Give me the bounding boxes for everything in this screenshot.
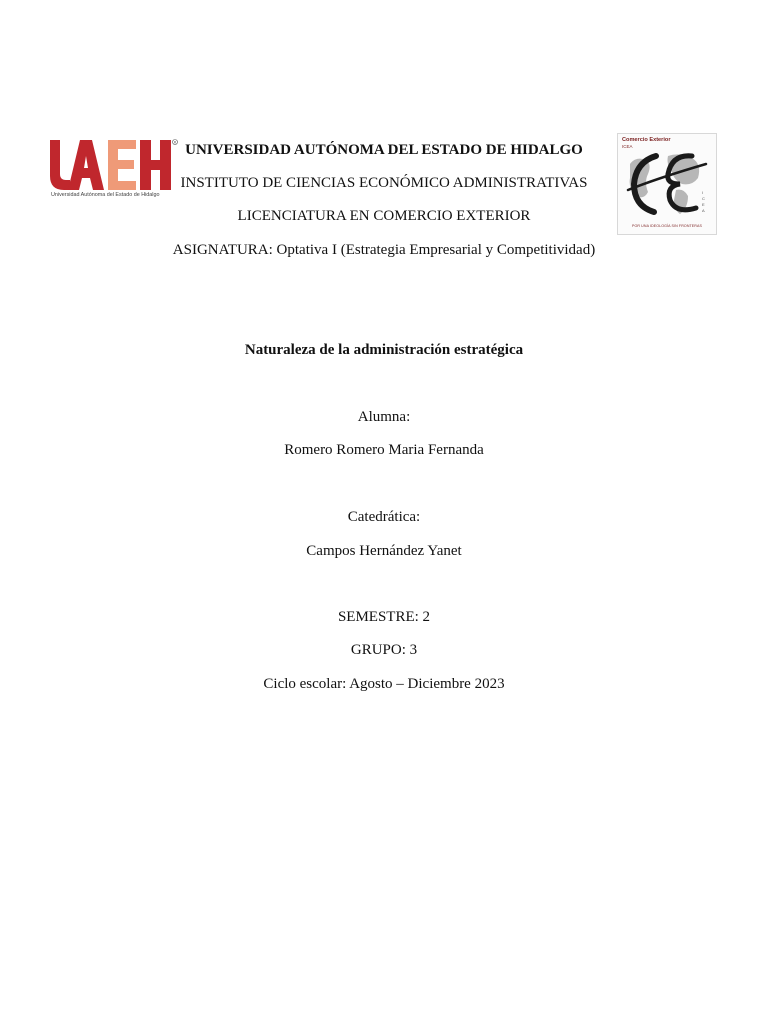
university-name: UNIVERSIDAD AUTÓNOMA DEL ESTADO DE HIDALGO	[185, 142, 583, 158]
uaeh-logo-caption: Universidad Autónoma del Estado de Hidalgo	[51, 192, 160, 198]
student-name: Romero Romero Maria Fernanda	[284, 442, 484, 458]
svg-text:C: C	[702, 196, 705, 201]
ce-logo-slogan: POR UNA IDEOLOGÍA SIN FRONTERAS	[632, 224, 702, 228]
svg-text:R: R	[173, 140, 177, 145]
institute-name: INSTITUTO DE CIENCIAS ECONÓMICO ADMINISTRATIVAS	[180, 175, 588, 191]
ce-logo-title: Comercio Exterior	[622, 137, 671, 143]
teacher-label: Catedrática:	[347, 509, 421, 525]
group-line: GRUPO: 3	[350, 642, 418, 658]
teacher-name: Campos Hernández Yanet	[306, 543, 462, 559]
svg-text:A: A	[702, 208, 705, 213]
subject-line: ASIGNATURA: Optativa I (Estrategia Empresarial y Competitividad)	[172, 242, 596, 258]
document-title: Naturaleza de la administración estratégica	[244, 342, 524, 358]
student-label: Alumna:	[357, 409, 411, 425]
degree-name: LICENCIATURA EN COMERCIO EXTERIOR	[237, 208, 531, 224]
semester-line: SEMESTRE: 2	[337, 609, 431, 625]
svg-text:I: I	[702, 190, 704, 195]
ce-logo-subtitle: ICEA	[622, 144, 633, 149]
svg-text:E: E	[702, 202, 705, 207]
school-cycle-line: Ciclo escolar: Agosto – Diciembre 2023	[263, 676, 505, 692]
